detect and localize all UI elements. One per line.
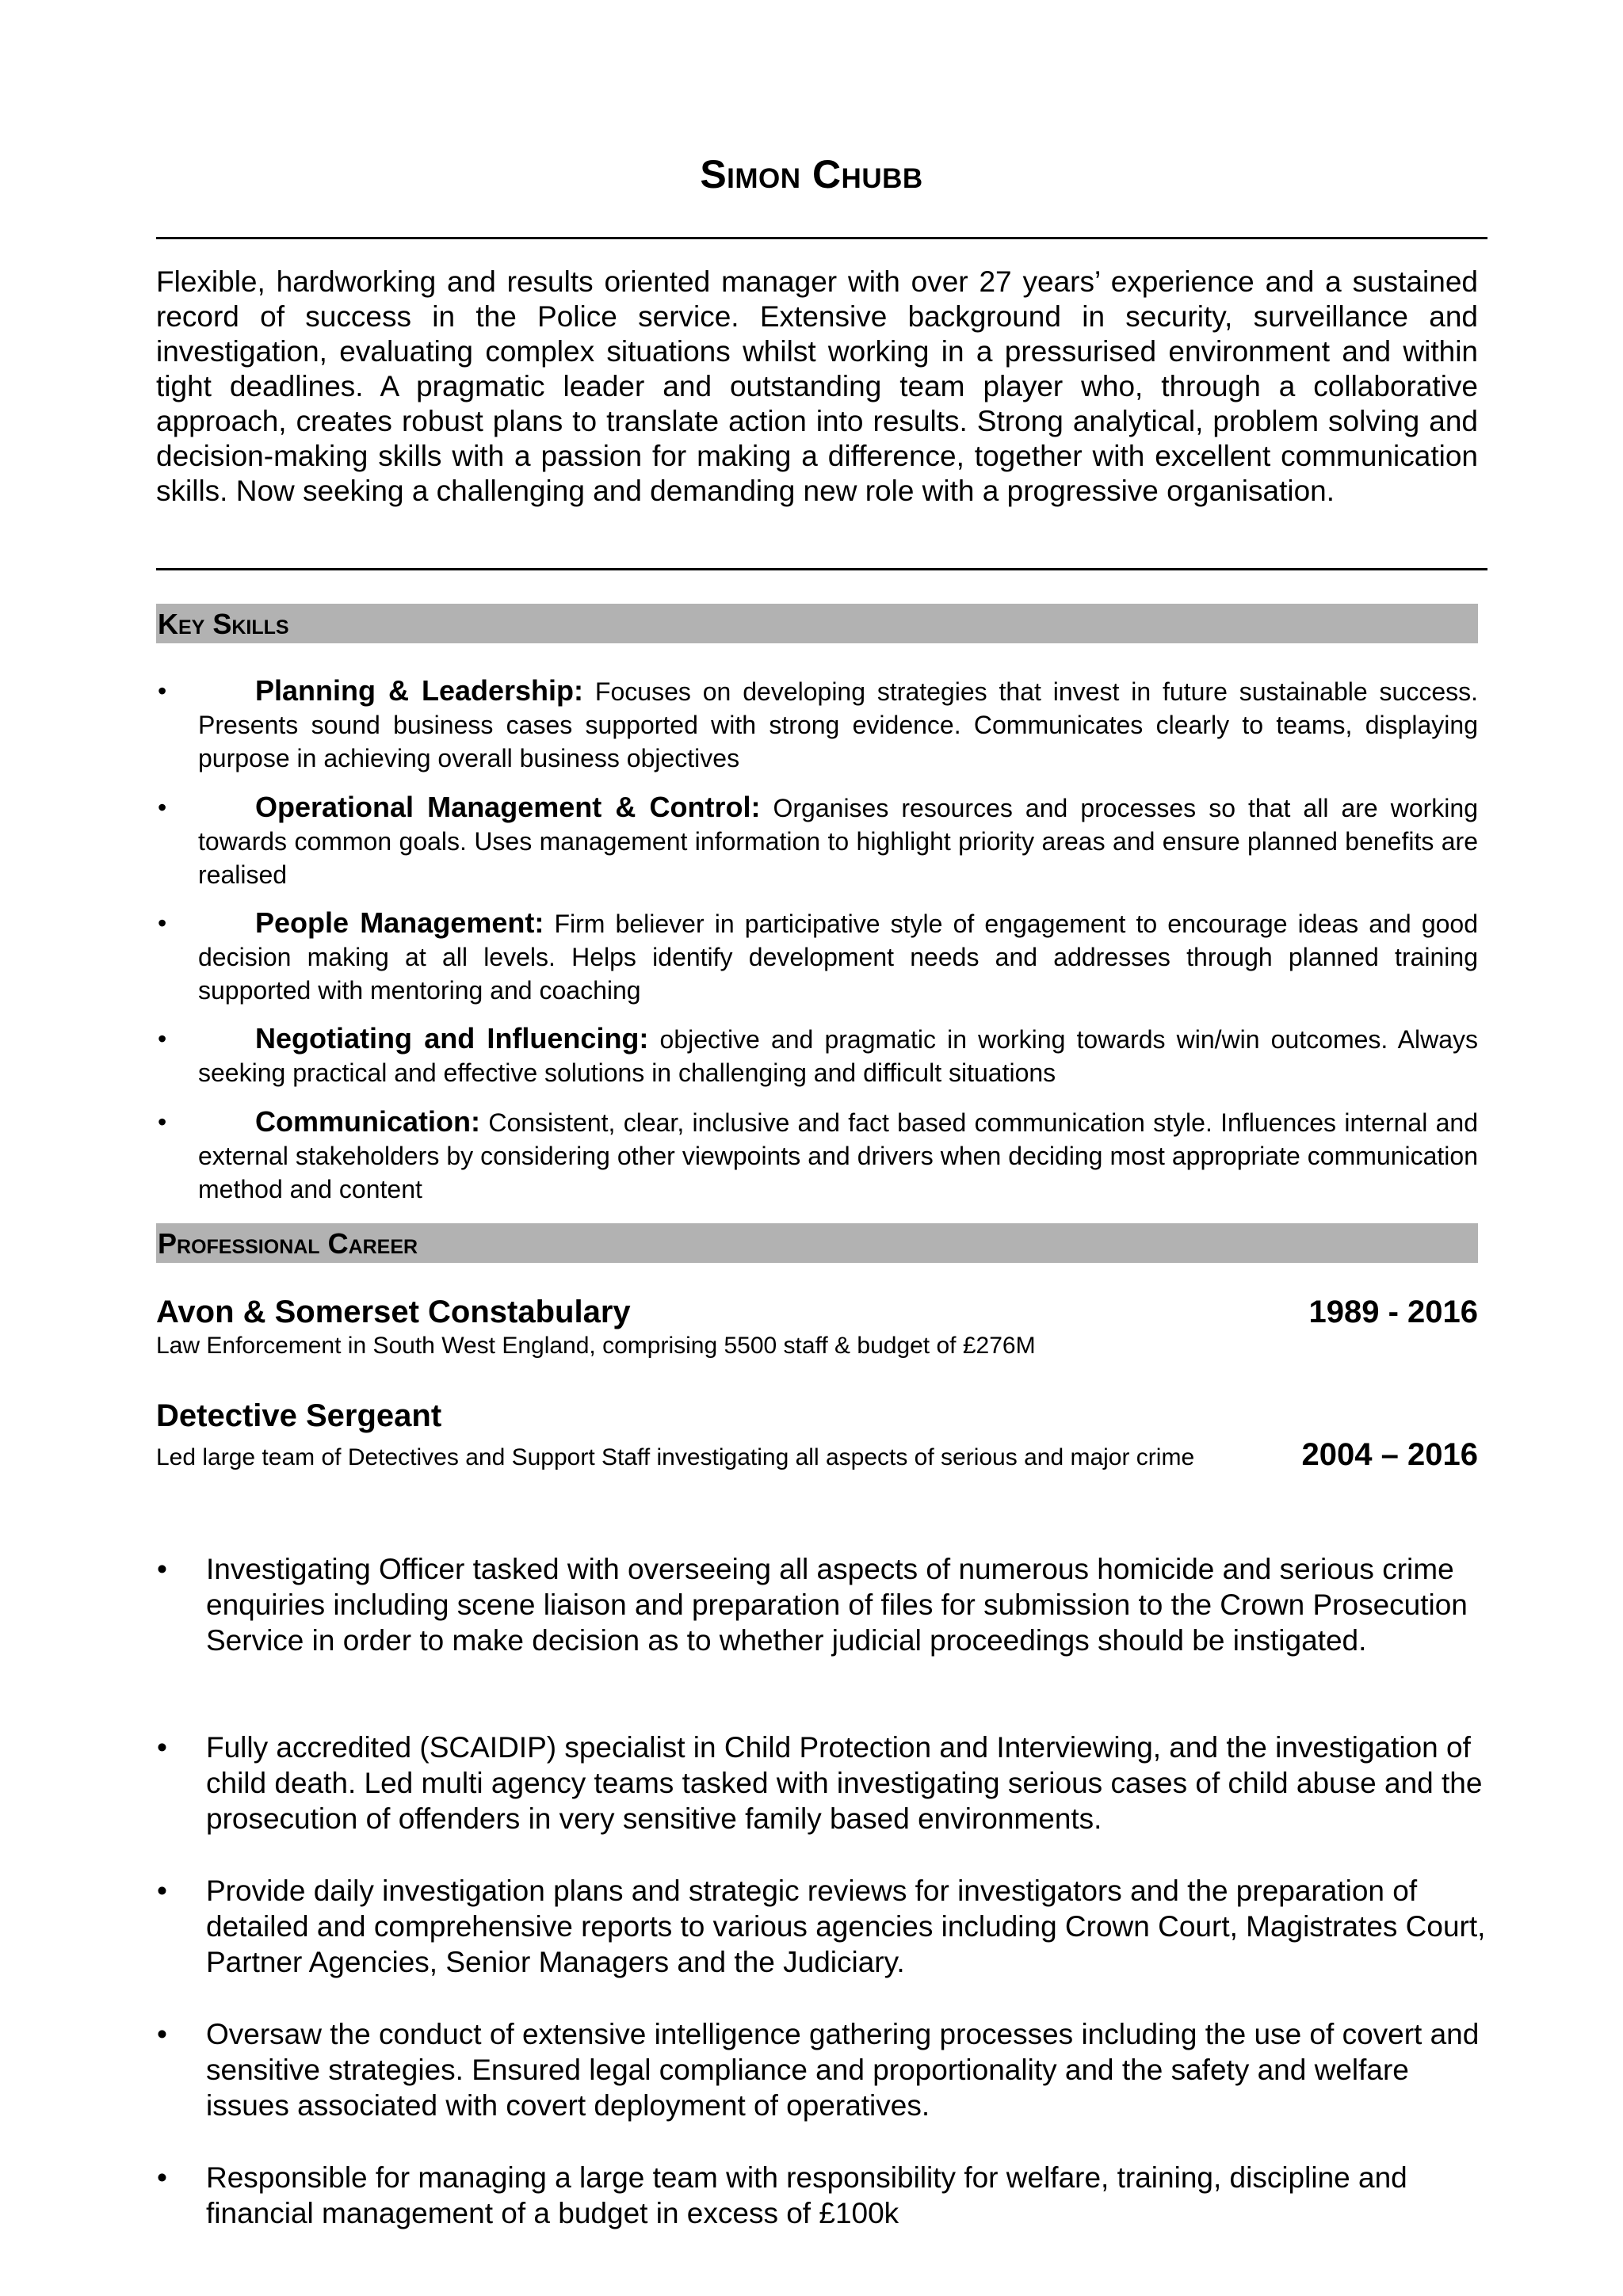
profile-summary: Flexible, hardworking and results oriented manager with over 27 years’ experience and a sustained record of success in the Police service. Extensive background in security, surveillance and investigation, evaluating complex situations whilst working in a pressurised environment and within tight deadlines. A pragmatic leader and outstanding team player who, through a collaborative approach, creates robust plans to translate action into results. Strong analytical, problem solving and decision-making skills with a passion for making a difference, together with excellent communication skills. Now seeking a challenging and demanding new role with a progressive organisation. xyxy=(156,265,1478,507)
skill-item xyxy=(158,791,1479,891)
duty-item xyxy=(157,1730,1490,1836)
candidate-name: Simon Chubb xyxy=(700,152,923,196)
skill-title: People Management: xyxy=(255,906,544,939)
duty-item xyxy=(157,2016,1490,2123)
skill-description: objective and pragmatic in working towards win/win outcomes. Always seeking practical and effective solutions in challenging and difficult situations xyxy=(198,1025,1479,1087)
skill-description: Consistent, clear, inclusive and fact based communication style. Influences internal and external stakeholders by considering other viewpoints and drivers when deciding most appropriate communication method and content xyxy=(198,1108,1479,1203)
bullet-icon: • xyxy=(158,1108,167,1136)
employer-name: Avon & Somerset Constabulary xyxy=(156,1295,631,1329)
duty-text: Provide daily investigation plans and strategic reviews for investigators and the preparation of detailed and comprehensive reports to various agencies including Crown Court, Magistrates Court, Partner Agencies, Senior Managers and the Judiciary. xyxy=(206,1875,1486,1978)
skill-description: Organises resources and processes so that all are working towards common goals. Uses management information to highlight priority areas and ensure planned benefits are realised xyxy=(198,794,1479,889)
bullet-icon: • xyxy=(158,793,167,822)
skill-item xyxy=(158,1022,1479,1089)
duty-item xyxy=(157,1873,1490,1980)
bullet-icon: • xyxy=(157,2161,167,2194)
career-heading-bar xyxy=(156,1223,1478,1263)
role-description: Led large team of Detectives and Support Staff investigating all aspects of serious and major crime xyxy=(156,1444,1195,1470)
skill-title: Negotiating and Influencing: xyxy=(255,1022,649,1055)
skill-title: Planning & Leadership: xyxy=(255,674,584,707)
duty-text: Responsible for managing a large team with responsibility for welfare, training, discipline and financial management of a budget in excess of £100k xyxy=(206,2161,1407,2229)
bullet-icon: • xyxy=(157,2018,167,2050)
duty-text: Investigating Officer tasked with overseeing all aspects of numerous homicide and serious crime enquiries including scene liaison and preparation of files for submission to the Crown Prosecution Service in order to make decision as to whether judicial proceedings should be instigated. xyxy=(206,1553,1468,1657)
skill-description: Focuses on developing strategies that invest in future sustainable success. Presents sound business cases supported with strong evidence. Communicates clearly to teams, displaying purpose in achieving overall business objectives xyxy=(198,677,1479,772)
skill-title: Communication: xyxy=(255,1105,480,1138)
role-title: Detective Sergeant xyxy=(156,1398,442,1433)
bullet-icon: • xyxy=(158,677,167,705)
bullet-icon: • xyxy=(158,909,167,937)
role-years: 2004 – 2016 xyxy=(1301,1437,1478,1472)
career-heading: Professional Career xyxy=(158,1227,418,1260)
skill-description: Firm believer in participative style of engagement to encourage ideas and good decision making at all levels. Helps identify development needs and addresses through planned training supported with mentoring and coaching xyxy=(198,910,1479,1005)
skill-title: Operational Management & Control: xyxy=(255,791,761,823)
employer-years: 1989 - 2016 xyxy=(1308,1295,1478,1329)
skill-item xyxy=(158,1105,1479,1206)
summary-divider xyxy=(156,568,1487,570)
key-skills-heading-bar xyxy=(156,604,1478,643)
duty-text: Oversaw the conduct of extensive intelligence gathering processes including the use of covert and sensitive strategies. Ensured legal compliance and proportionality and the safety and welfare issues associated with covert deployment of operatives. xyxy=(206,2018,1480,2122)
duty-item xyxy=(157,1551,1490,1658)
bullet-icon: • xyxy=(158,1024,167,1053)
employer-description: Law Enforcement in South West England, comprising 5500 staff & budget of £276M xyxy=(156,1333,1036,1359)
bullet-icon: • xyxy=(157,1875,167,1907)
skill-item xyxy=(158,906,1479,1007)
bullet-icon: • xyxy=(157,1731,167,1764)
key-skills-heading: Key Skills xyxy=(158,608,289,640)
skill-item xyxy=(158,674,1479,775)
duty-text: Fully accredited (SCAIDIP) specialist in Child Protection and Interviewing, and the investigation of child death. Led multi agency teams tasked with investigating serious cases of child abuse and the prosecution of offenders in very sensitive family based environments. xyxy=(206,1731,1483,1835)
bullet-icon: • xyxy=(157,1553,167,1585)
duty-item xyxy=(157,2160,1490,2231)
top-divider xyxy=(156,237,1487,239)
